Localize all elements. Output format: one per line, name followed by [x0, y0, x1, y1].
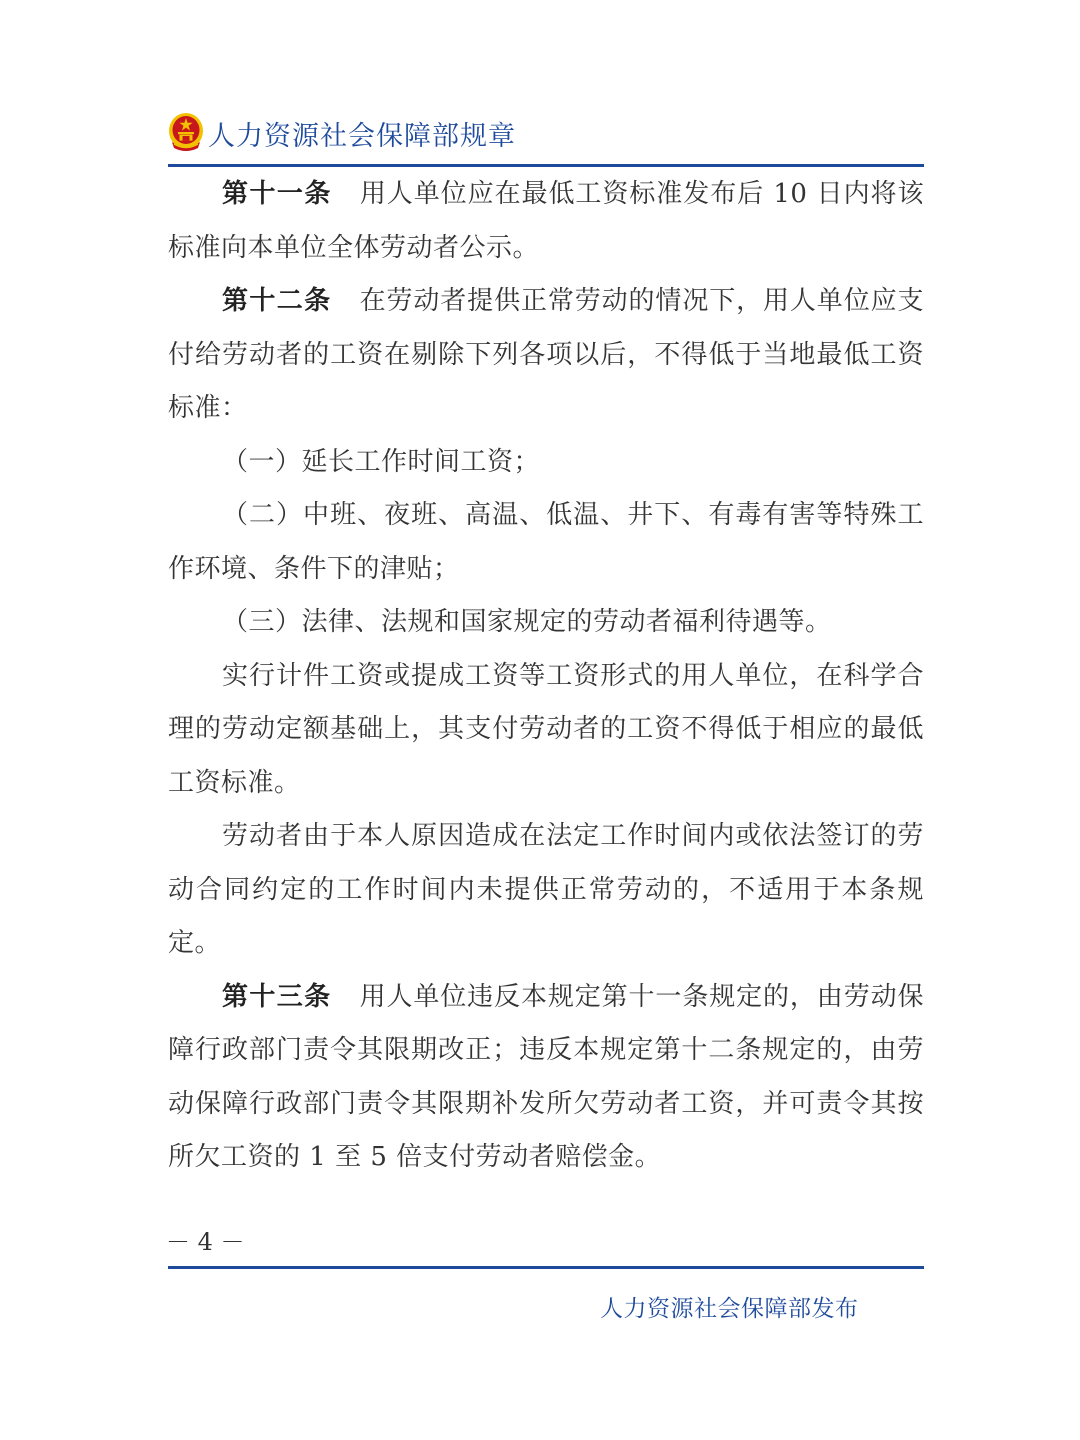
footer-divider [168, 1266, 924, 1269]
article-13 [168, 971, 924, 1185]
article-12-item-2: （二）中班、夜班、高温、低温、井下、有毒有害等特殊工作环境、条件下的津贴； [168, 500, 924, 584]
article-11 [168, 168, 924, 275]
article-12-paragraph-2: 实行计件工资或提成工资等工资形式的用人单位，在科学合理的劳动定额基础上，其支付劳动者的工资不得低于相应的最低工资标准。 [168, 660, 924, 798]
document-header [168, 104, 924, 166]
article-12-item-3: （三）法律、法规和国家规定的劳动者福利待遇等。 [222, 607, 832, 637]
article-12-label: 第十二条 [222, 286, 332, 316]
page-number: － 4 － [166, 1228, 245, 1256]
article-13-text: 用人单位违反本规定第十一条规定的，由劳动保障行政部门责令其限期改正；违反本规定第十二条规定的，由劳动保障行政部门责令其限期补发所欠劳动者工资，并可责令其按所欠工资的 1 至 5 倍支付劳动者赔偿金。 [168, 981, 924, 1172]
article-11-label: 第十一条 [222, 179, 332, 209]
header-divider [168, 164, 924, 167]
article-11-text: 用人单位应在最低工资标准发布后 10 日内将该标准向本单位全体劳动者公示。 [168, 179, 924, 263]
article-12-text: 在劳动者提供正常劳动的情况下，用人单位应支付给劳动者的工资在剔除下列各项以后，不得低于当地最低工资标准： [168, 286, 924, 423]
header-title: 人力资源社会保障部规章 [208, 121, 516, 152]
article-12-item-1: （一）延长工作时间工资； [222, 446, 541, 477]
article-12 [168, 275, 924, 436]
footer-publisher: 人力资源社会保障部发布 [600, 1296, 859, 1322]
national-emblem-icon [168, 112, 204, 152]
article-12-paragraph-3: 劳动者由于本人原因造成在法定工作时间内或依法签订的劳动合同约定的工作时间内未提供正常劳动的，不适用于本条规定。 [168, 821, 924, 958]
document-body [168, 168, 924, 1185]
article-13-label: 第十三条 [222, 981, 332, 1012]
